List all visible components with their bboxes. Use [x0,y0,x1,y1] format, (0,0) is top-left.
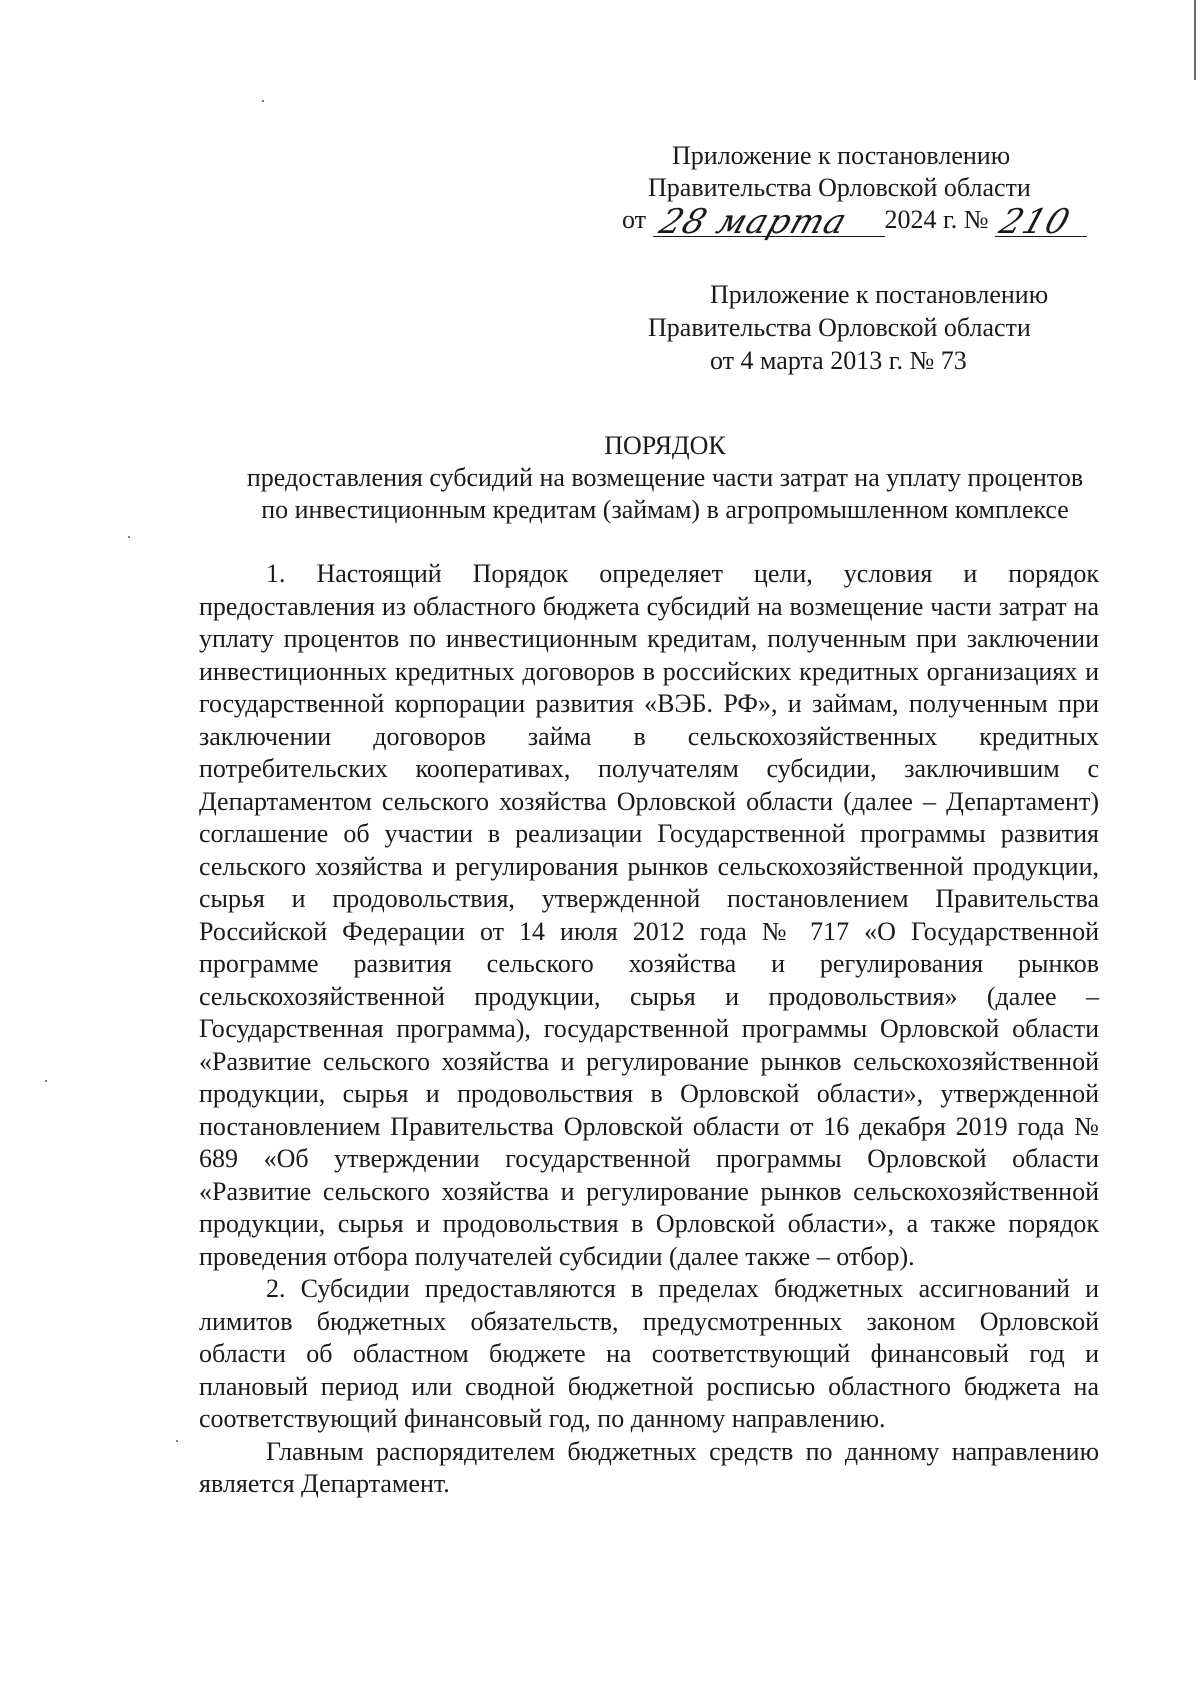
approval-current-line2: Правительства Орловской области [648,173,1031,202]
handwritten-number-field [994,202,1087,242]
approval-block-current [600,140,1076,242]
handwritten-date-field [653,202,885,242]
scan-speck [262,100,264,102]
paragraph-1: 1. Настоящий Порядок определяет цели, условия и порядок предоставления из областного бюджета субсидий на возмещение части затрат на уплату процентов по инвестиционным кредитам, полученным при заключении инвестиционных кредитных договоров в российских кредитных организациях и государственной корпорации развития «ВЭБ. РФ», и займам, полученным при заключении договоров займа в сельскохозяйственных кредитных потребительских кооперативах, получателям субсидии, заключившим с Департаментом сельского хозяйства Орловской области (далее – Департамент) соглашение об участии в реализации Государственной программы развития сельского хозяйства и регулирования рынков сельскохозяйственной продукции, сырья и продовольствия, утвержденной постановлением Правительства Российской Федерации от 14 июля 2012 года № 717 «О Государственной программе развития сельского хозяйства и регулирования рынков сельскохозяйственной продукции, сырья и продовольствия» (далее – Государственная программа), государственной программы Орловской области «Развитие сельского хозяйства и регулирование рынков сельскохозяйственной продукции, сырья и продовольствия в Орловской области», утвержденной постановлением Правительства Орловской области от 16 декабря 2019 года № 689 «Об утверждении государственной программы Орловской области «Развитие сельского хозяйства и регулирование рынков сельскохозяйственной продукции, сырья и продовольствия в Орловской области», а также порядок проведения отбора получателей субсидии (далее также – отбор). [199,559,1099,1271]
paragraph-2: 2. Субсидии предоставляются в пределах бюджетных ассигнований и лимитов бюджетных обязательств, предусмотренных законом Орловской области об областном бюджете на соответствующий финансовый год и плановый период или сводной бюджетной росписью областного бюджета на соответствующий финансовый год, по данному направлению. [199,1274,1099,1433]
handwritten-date: 28 марта [654,202,852,242]
handwritten-number: 210 [994,202,1076,242]
approval-current-year: 2024 г. № [884,205,989,234]
scan-speck [128,536,130,538]
approval-original-line3: от 4 марта 2013 г. № 73 [710,346,967,375]
document-subtitle-line1: предоставления субсидий на возмещение части затрат на уплату процентов [246,463,1084,492]
document-body [199,558,1099,1501]
approval-original-line2: Правительства Орловской области [648,313,1031,342]
scan-speck [176,1440,178,1442]
document-title-block [0,430,1200,526]
approval-block-original [600,278,1070,377]
approval-original-line1: Приложение к постановлению [710,280,1049,309]
approval-current-prefix: от [622,205,647,234]
approval-current-date-line [600,202,1076,242]
scan-edge-line [1194,0,1196,80]
document-title: ПОРЯДОК [604,431,726,460]
document-subtitle-line2: по инвестиционным кредитам (займам) в агропромышленном комплексе [261,495,1069,524]
approval-current-line1: Приложение к постановлению [672,141,1011,170]
paragraph-3: Главным распорядителем бюджетных средств по данному направлению является Департамент. [199,1436,1099,1498]
scan-speck [45,1080,47,1082]
